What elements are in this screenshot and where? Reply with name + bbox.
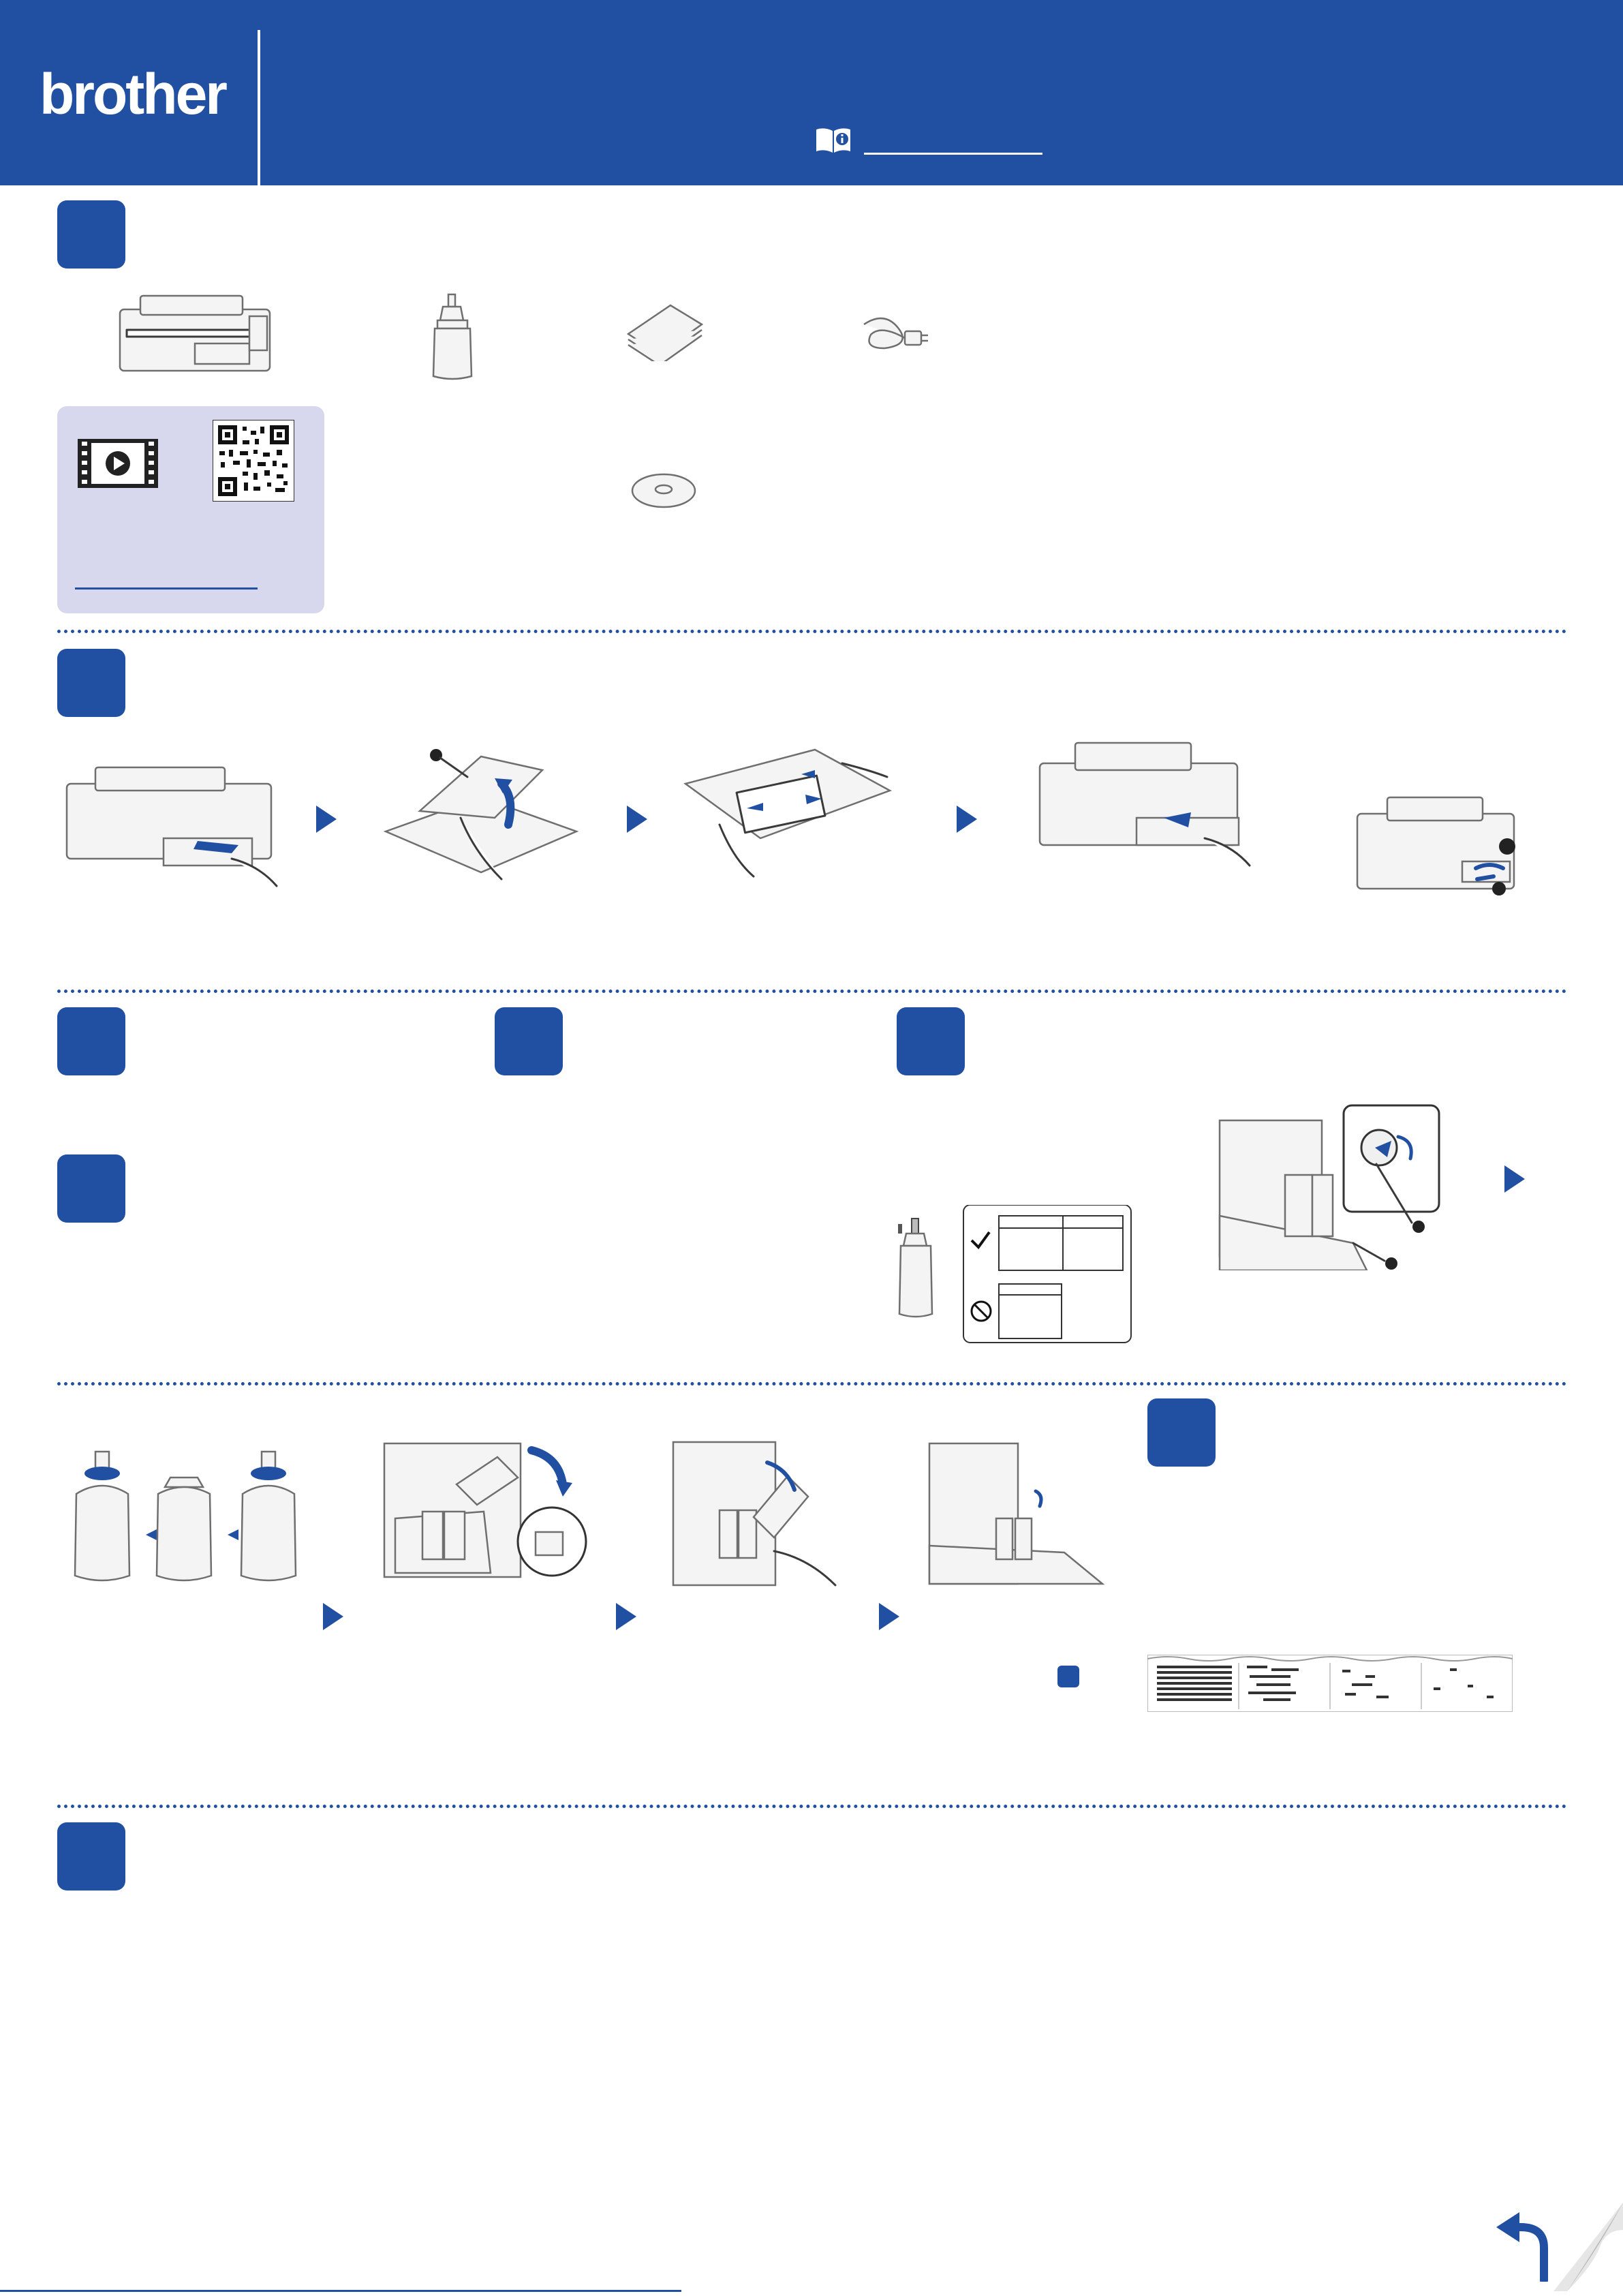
- play-video-icon[interactable]: [78, 439, 158, 488]
- step-badge-7: [1147, 1398, 1216, 1467]
- step-badge-3: [57, 1007, 125, 1075]
- next-arrow-icon: [879, 1603, 899, 1630]
- qr-code[interactable]: [213, 420, 294, 502]
- ink-bottle-illustration: [429, 293, 477, 382]
- manual-link-underline[interactable]: [864, 153, 1042, 155]
- section-divider-1: [57, 630, 1567, 633]
- section-divider-3: [57, 1382, 1567, 1386]
- manual-info-icon[interactable]: [815, 125, 852, 154]
- step-badge-5: [897, 1007, 965, 1075]
- section-divider-4: [57, 1805, 1567, 1808]
- fill-ink-illustration: [672, 1435, 842, 1588]
- power-cord-illustration: [857, 311, 932, 358]
- adjust-paper-guides-illustration: [679, 743, 897, 879]
- documents-illustration: [623, 300, 705, 361]
- print-quality-sample: [1147, 1655, 1513, 1712]
- pull-support-illustration: [1353, 793, 1530, 902]
- next-arrow-icon: [323, 1603, 343, 1630]
- step-badge-6: [57, 1154, 125, 1223]
- next-arrow-icon: [1504, 1165, 1525, 1193]
- brand-logo: brother: [40, 62, 226, 126]
- insert-tray-illustration: [1034, 736, 1252, 872]
- header-bar: [0, 0, 1623, 185]
- next-arrow-icon: [627, 806, 647, 833]
- close-tank-cover-illustration: [928, 1437, 1105, 1587]
- open-ink-tank-illustration: [1217, 1093, 1449, 1270]
- step-badge-4: [495, 1007, 563, 1075]
- open-tray-cover-illustration: [379, 736, 590, 886]
- insert-bottle-illustration: [382, 1430, 593, 1580]
- next-arrow-icon: [316, 806, 337, 833]
- ink-bottle-check-illustration: [897, 1205, 1132, 1344]
- step-badge-1: [57, 200, 125, 269]
- remove-tray-illustration: [61, 756, 279, 893]
- footer-rule: [0, 2290, 681, 2292]
- cd-rom-illustration: [630, 470, 698, 511]
- small-step-marker: [1057, 1666, 1079, 1687]
- video-link-underline[interactable]: [75, 587, 258, 590]
- section-divider-2: [57, 990, 1567, 993]
- prepare-bottle-illustration: [65, 1439, 311, 1589]
- next-arrow-icon: [616, 1603, 636, 1630]
- header-divider: [258, 30, 260, 185]
- page-curl-icon[interactable]: [1554, 2203, 1623, 2291]
- printer-illustration: [113, 289, 277, 378]
- next-arrow-icon: [957, 806, 977, 833]
- step-badge-8: [57, 1822, 125, 1891]
- step-badge-2: [57, 649, 125, 717]
